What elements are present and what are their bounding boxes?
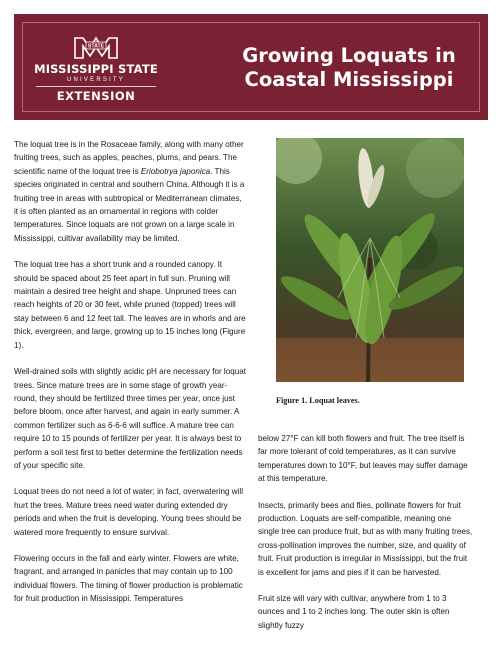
- monogram-text: STATE: [87, 43, 105, 50]
- figure-caption: Figure 1. Loquat leaves.: [276, 396, 360, 405]
- paragraph-cold-tolerance: below 27°F can kill both flowers and fruit. The tree itself is far more tolerant of cold temperatures, as it can survive temperatures down to 10°F, but leaves may suffer damage at this temperature.: [258, 434, 468, 484]
- left-column: [14, 138, 246, 619]
- title-line-2: Coastal Mississippi: [244, 68, 454, 91]
- paragraph-tree-form: The loquat tree has a short trunk and a rounded canopy. It should be spaced about 25 feet apart in full sun. Pruning will maintain a desired tree height and shape. Unpruned trees can reach heights of 20 or 30 feet, while pruned (topped) trees will stay between 6 and 12 feet tall. The leaves are in whorls and are thick, evergreen, and large, growing up to 15 inches long (Figure 1).: [14, 260, 246, 350]
- paragraph-pollination: Insects, primarily bees and flies, pollinate flowers for fruit production. Loquats are self-compatible, meaning one single tree can produce fruit, but as with many fruiting trees, cross-pollination improves the number, size, and quality of fruit. Fruit production is irregular in Mississippi, but the fruit is excellent for jams and pies if it can be harvested.: [258, 500, 473, 577]
- right-column: [258, 432, 474, 645]
- paragraph-text: . This species originated in central and southern China. Although it is a fruiting tree in areas with subtropical or Mediterranean climates, it is often planted as an ornamental in regions with colder temperatures. Since loquats are not grown on a large scale in Mississippi, cultivar availability may be limited.: [14, 166, 245, 243]
- loquat-leaves-photo: [276, 138, 464, 382]
- paragraph-fruit-size: Fruit size will vary with cultivar, anywhere from 1 to 3 ounces and 1 to 2 inches long. The outer skin is often slightly fuzzy: [258, 594, 450, 630]
- loquat-leaves-image: [276, 138, 464, 382]
- msu-monogram-icon: [73, 34, 119, 60]
- header-banner: [14, 14, 488, 120]
- msu-extension-logo: [32, 32, 160, 112]
- paragraph-text: The loquat tree is in the Rosaceae family, along with many other fruiting trees, such as apples, peaches, plums, and pears. The scientific name of the loquat tree is: [14, 140, 244, 176]
- logo-unit: EXTENSION: [56, 89, 136, 103]
- title-line-1: Growing Loquats in: [242, 44, 456, 67]
- paragraph-taxonomy: [14, 138, 246, 245]
- logo-org-subname: UNIVERSITY: [66, 77, 125, 83]
- scientific-name: Eriobotrya japonica: [140, 166, 211, 176]
- paragraph-flowering: Flowering occurs in the fall and early winter. Flowers are white, fragrant, and arranged in panicles that may contain up to 100 individual flowers. The timing of flower production is problematic for fruit production in Mississippi. Temperatures: [14, 553, 243, 604]
- logo-org-name: MISSISSIPPI STATE: [34, 62, 158, 76]
- page-title: [204, 44, 494, 92]
- paragraph-watering: Loquat trees do not need a lot of water; in fact, overwatering will hurt the trees. Mature trees need water during extended dry periods and when the fruit is developing. Young trees should be watered more frequently to ensure survival.: [14, 487, 244, 537]
- paragraph-soil-fertilizer: Well-drained soils with slightly acidic pH are necessary for loquat trees. Since mature trees are in some stage of growth year-round, they should be fertilized three times per year, once just before bloom, once after harvest, and again in early summer. A common fertilizer such as 6-6-6 will suffice. A mature tree can require 10 to 15 pounds of fertilizer per year. It is always best to perform a soil test first to better determine the fertilization needs of your specific site.: [14, 367, 246, 470]
- logo-divider: [36, 86, 156, 87]
